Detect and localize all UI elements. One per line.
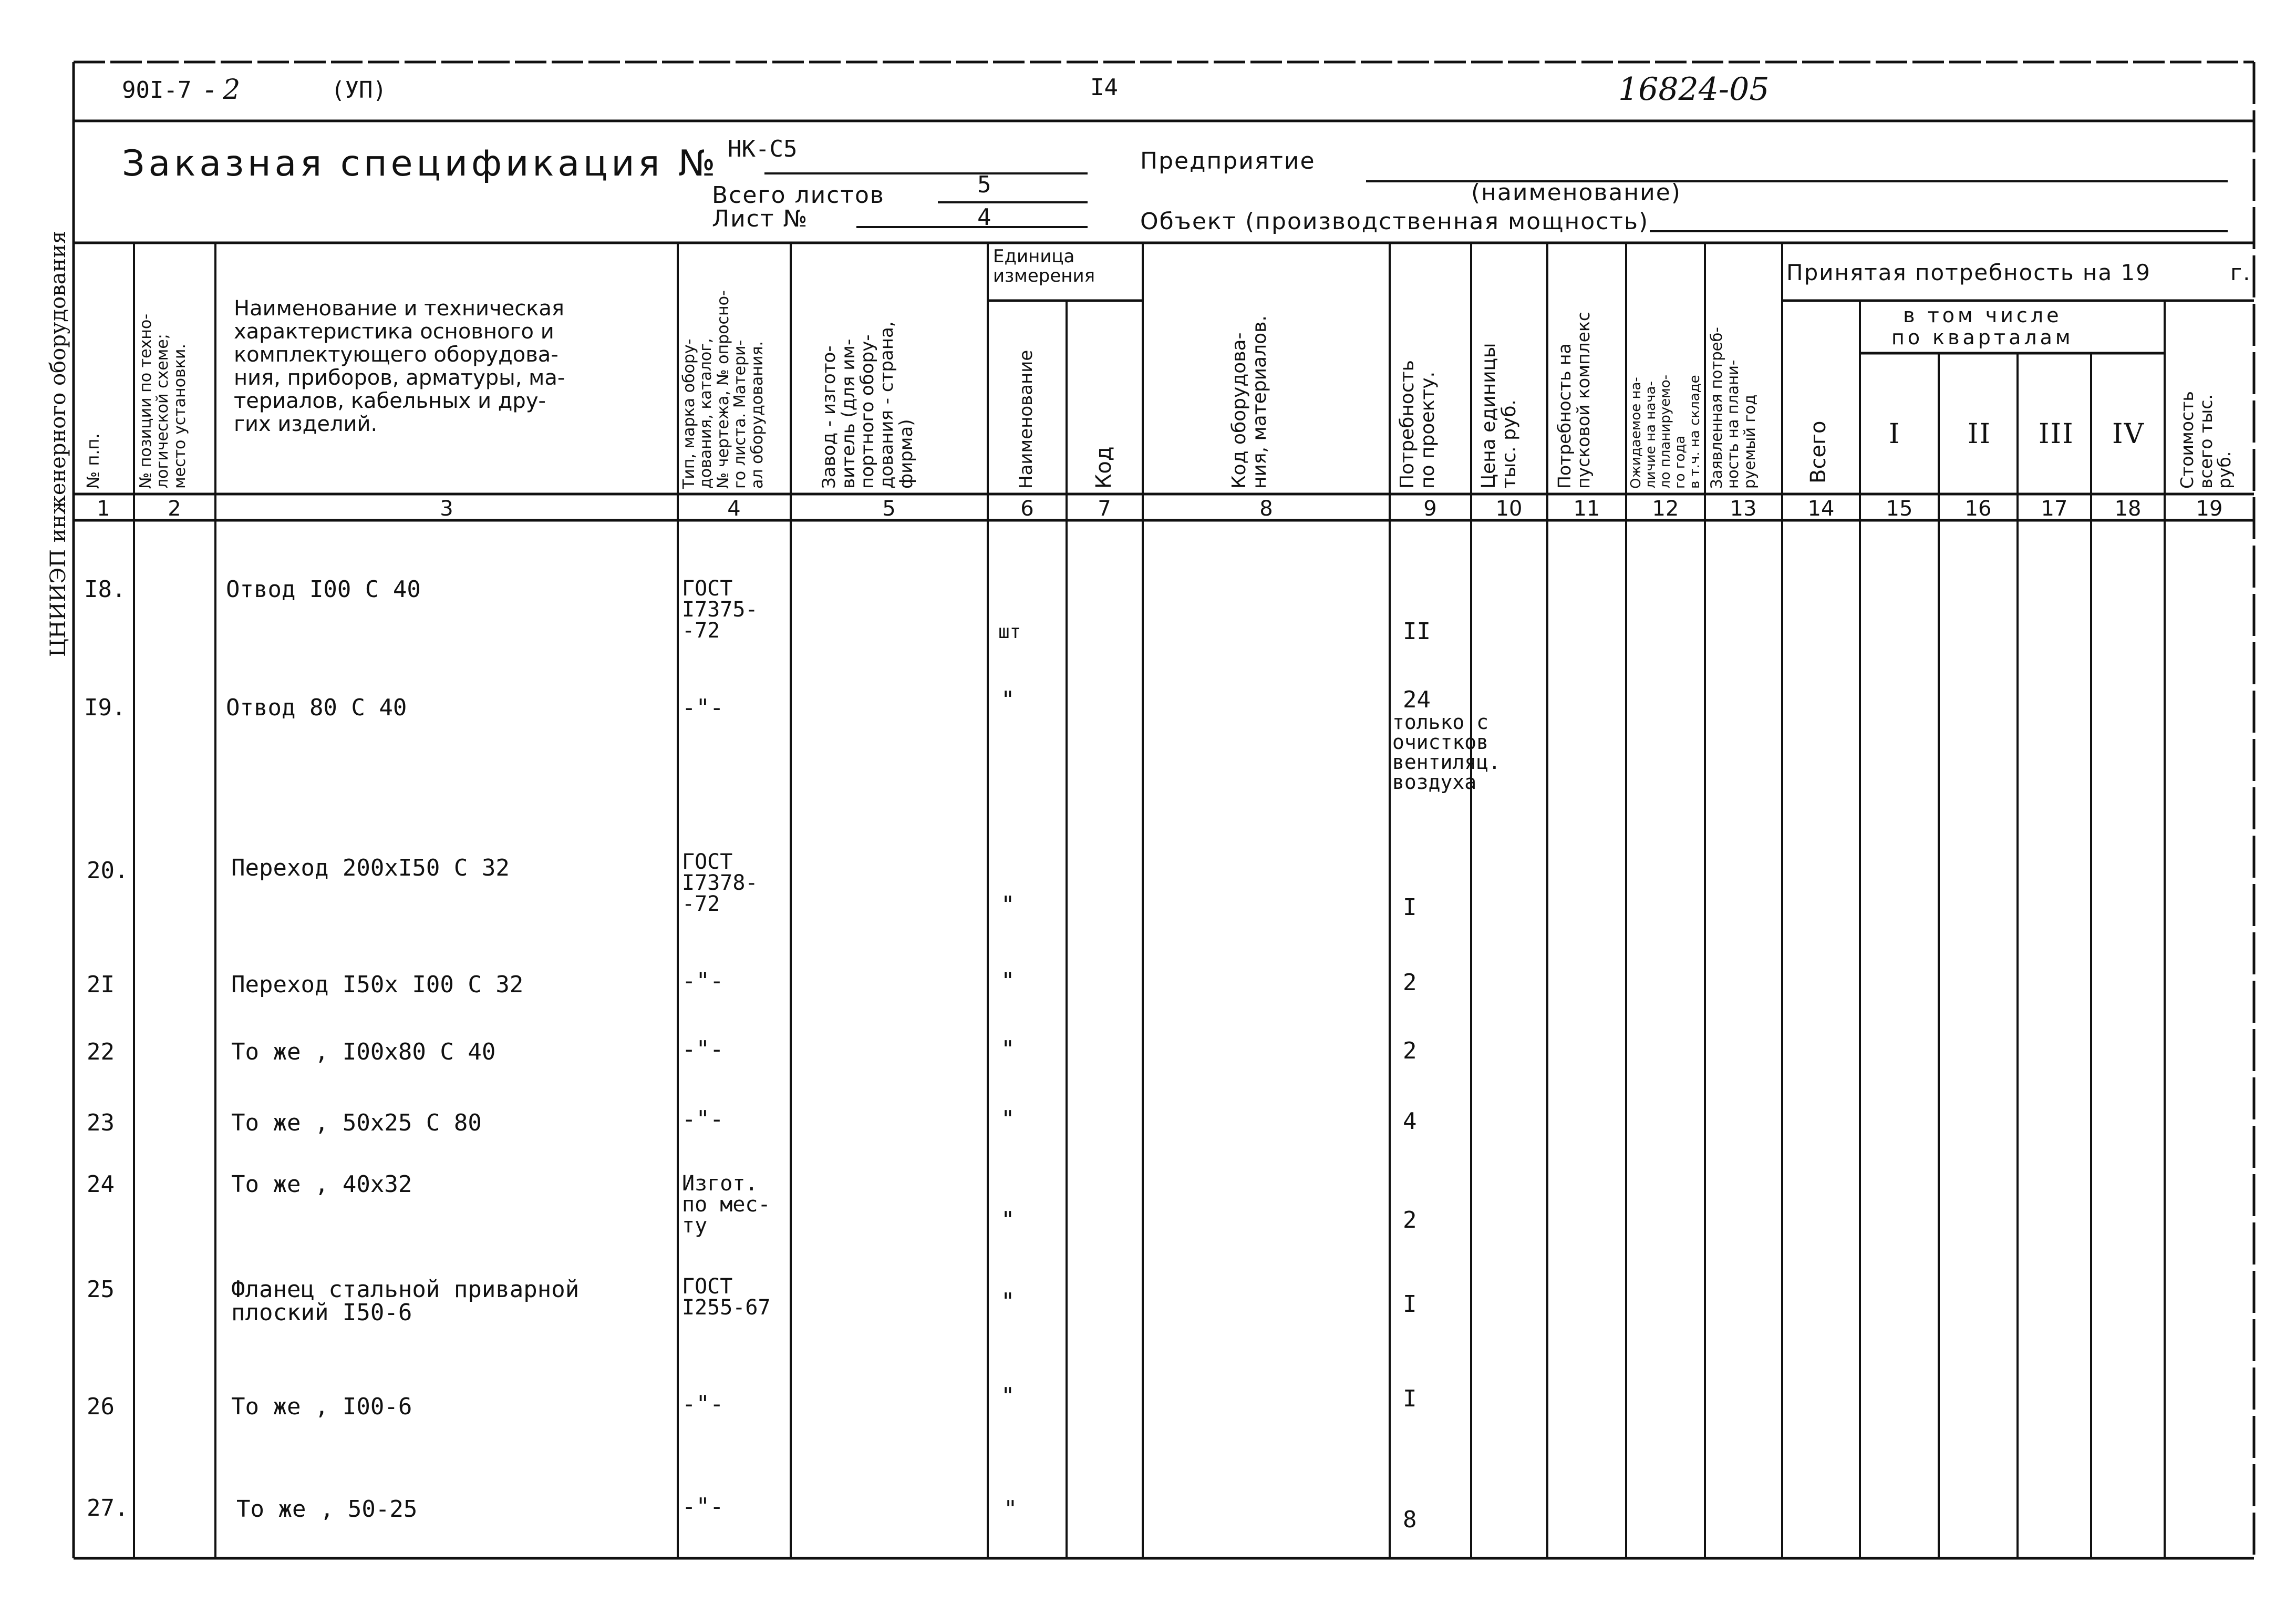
sidebar-stamp: ЦНИИЭП инженерного оборудования (46, 231, 70, 657)
total-sheets-label: Всего листов (712, 182, 885, 209)
col-19-header: Стоимость всего тыс. руб. (2177, 391, 2235, 489)
row-type: ГОСТ I255-67 (682, 1274, 771, 1320)
col-11-header: Потребность на пусковой комплекс (1554, 311, 1594, 489)
row-qty: 24 (1403, 686, 1431, 713)
col-number: 16 (1964, 497, 1992, 521)
quarter-4-header: IV (2112, 418, 2145, 450)
row-type: -"- (682, 968, 724, 994)
col-9-header: Потребность по проекту. (1397, 360, 1439, 489)
row-unit: " (1001, 1036, 1015, 1063)
total-sheets: 5 (977, 171, 991, 198)
col-8-header: Код оборудова- ния, материалов. (1228, 315, 1270, 489)
quarter-1-header: I (1889, 418, 1901, 450)
col-12-header: Ожидаемое на- личие на нача- ло планируемо- го года в т.ч. на складе (1628, 374, 1703, 489)
col-number: 8 (1259, 497, 1273, 521)
row-unit: " (1001, 1288, 1015, 1315)
row-number: 22 (87, 1039, 115, 1065)
col-number: 3 (440, 497, 453, 521)
col-number: 18 (2114, 497, 2142, 521)
row-unit: " (1001, 968, 1015, 994)
enterprise-label: Предприятие (1140, 148, 1316, 174)
col-number: 6 (1020, 497, 1034, 521)
row-qty: 8 (1403, 1506, 1417, 1533)
col-number: 4 (727, 497, 741, 521)
col-number: 12 (1652, 497, 1679, 521)
row-type: -"- (682, 1493, 724, 1520)
col-1-header: № п.п. (83, 433, 103, 489)
row-qty: 2 (1403, 969, 1417, 996)
album-code: (УП) (331, 77, 387, 104)
accepted-year-suffix: г. (2230, 260, 2251, 285)
col-6-header: Наименование (1016, 349, 1037, 489)
col-number: 15 (1886, 497, 1913, 521)
row-number: I9. (84, 694, 126, 721)
page-number: I4 (1090, 74, 1118, 101)
accepted-group-header: Принятая потребность на 19 (1786, 260, 2151, 285)
row-qty: I (1403, 1291, 1417, 1318)
row-type: -"- (682, 1391, 724, 1417)
row-qty: 2 (1403, 1037, 1417, 1064)
page-title: Заказная спецификация № (122, 143, 719, 184)
row-number: 26 (87, 1393, 115, 1420)
row-note: только с очистков вентиляц. воздуха (1392, 711, 1501, 794)
col-number: 2 (168, 497, 181, 521)
row-unit: " (1004, 1496, 1018, 1523)
sheet-number: 4 (977, 204, 991, 231)
col-4-header: Тип, марка обору- дования, каталог, № чертежа, № опросно- го листа. Матери- ал оборудования. (680, 290, 767, 489)
col-number: 9 (1423, 497, 1437, 521)
row-unit: " (1001, 1383, 1015, 1410)
row-unit: шт (998, 621, 1021, 643)
row-type: -"- (682, 694, 724, 721)
row-unit: " (1001, 891, 1015, 918)
col-number: 19 (2196, 497, 2223, 521)
col-number: 1 (97, 497, 110, 521)
row-qty: I (1403, 1385, 1417, 1412)
row-type: -"- (682, 1106, 724, 1133)
row-name: Фланец стальной приварной плоский I50-6 (231, 1276, 580, 1326)
row-name: То же , 50х25 С 80 (231, 1109, 482, 1136)
row-qty: 4 (1403, 1108, 1417, 1135)
col-number: 17 (2041, 497, 2068, 521)
col-number: 13 (1730, 497, 1757, 521)
col-5-header: Завод - изгото- витель (для им- портного обору- дования - страна, фирма) (819, 321, 917, 489)
quarter-2-header: II (1968, 418, 1992, 450)
col-number: 14 (1807, 497, 1835, 521)
row-unit: " (1001, 686, 1015, 713)
row-name: То же , I00х80 С 40 (231, 1039, 496, 1065)
col-number: 7 (1098, 497, 1111, 521)
row-number: 2I (87, 971, 115, 998)
row-qty: II (1403, 618, 1431, 645)
row-type: Изгот. по мес- ту (682, 1171, 771, 1238)
doc-code: 90I-7 (122, 77, 192, 104)
row-unit: " (1001, 1207, 1015, 1233)
row-qty: 2 (1403, 1207, 1417, 1233)
row-type: ГОСТ I7375- -72 (682, 577, 758, 643)
row-name: То же , 50-25 (236, 1496, 418, 1523)
row-name: Отвод 80 С 40 (226, 694, 407, 721)
spec-number: НК-С5 (728, 136, 798, 162)
quarter-3-header: III (2039, 418, 2074, 450)
row-number: 23 (87, 1109, 115, 1136)
col-3-header: Наименование и техническая характеристика основного и комплектующего оборудова- ния, приборов, арматуры, ма- териалов, кабельных и дру- гих изделий. (234, 296, 565, 436)
col-number: 5 (882, 497, 896, 521)
quarters-group-header: в том числе по кварталам (1891, 304, 2074, 349)
row-name: То же , I00-6 (231, 1393, 412, 1420)
doc-variant: - 2 (205, 74, 241, 106)
object-label: Объект (производственная мощность) (1140, 208, 1649, 235)
col-7-header: Код (1092, 446, 1116, 489)
col-14-header: Всего (1806, 420, 1830, 484)
row-number: 25 (87, 1276, 115, 1303)
sheet-label: Лист № (712, 205, 809, 232)
row-type: -"- (682, 1036, 724, 1063)
col-number: 11 (1573, 497, 1600, 521)
row-unit: " (1001, 1106, 1015, 1133)
col-13-header: Заявленная потреб- ность на плани- руемый год (1708, 327, 1759, 489)
col-2-header: № позиции по техно- логической схеме; место установки. (137, 313, 189, 489)
row-qty: I (1403, 894, 1417, 921)
row-number: 27. (87, 1495, 129, 1522)
col-10-header: Цена единицы тыс. руб. (1478, 343, 1520, 489)
sheet-code: 16824-05 (1618, 71, 1770, 108)
row-name: То же , 40х32 (231, 1171, 412, 1198)
col-number: 10 (1495, 497, 1523, 521)
row-type: ГОСТ I7378- -72 (682, 850, 758, 916)
row-name: Отвод I00 С 40 (226, 576, 421, 603)
unit-group-header: Единица измерения (993, 246, 1095, 287)
row-name: Переход 200хI50 С 32 (231, 855, 510, 881)
row-number: I8. (84, 576, 126, 603)
row-number: 24 (87, 1171, 115, 1198)
name-hint: (наименование) (1471, 179, 1681, 206)
row-number: 20. (87, 857, 129, 884)
row-name: Переход I50х I00 С 32 (231, 971, 524, 998)
